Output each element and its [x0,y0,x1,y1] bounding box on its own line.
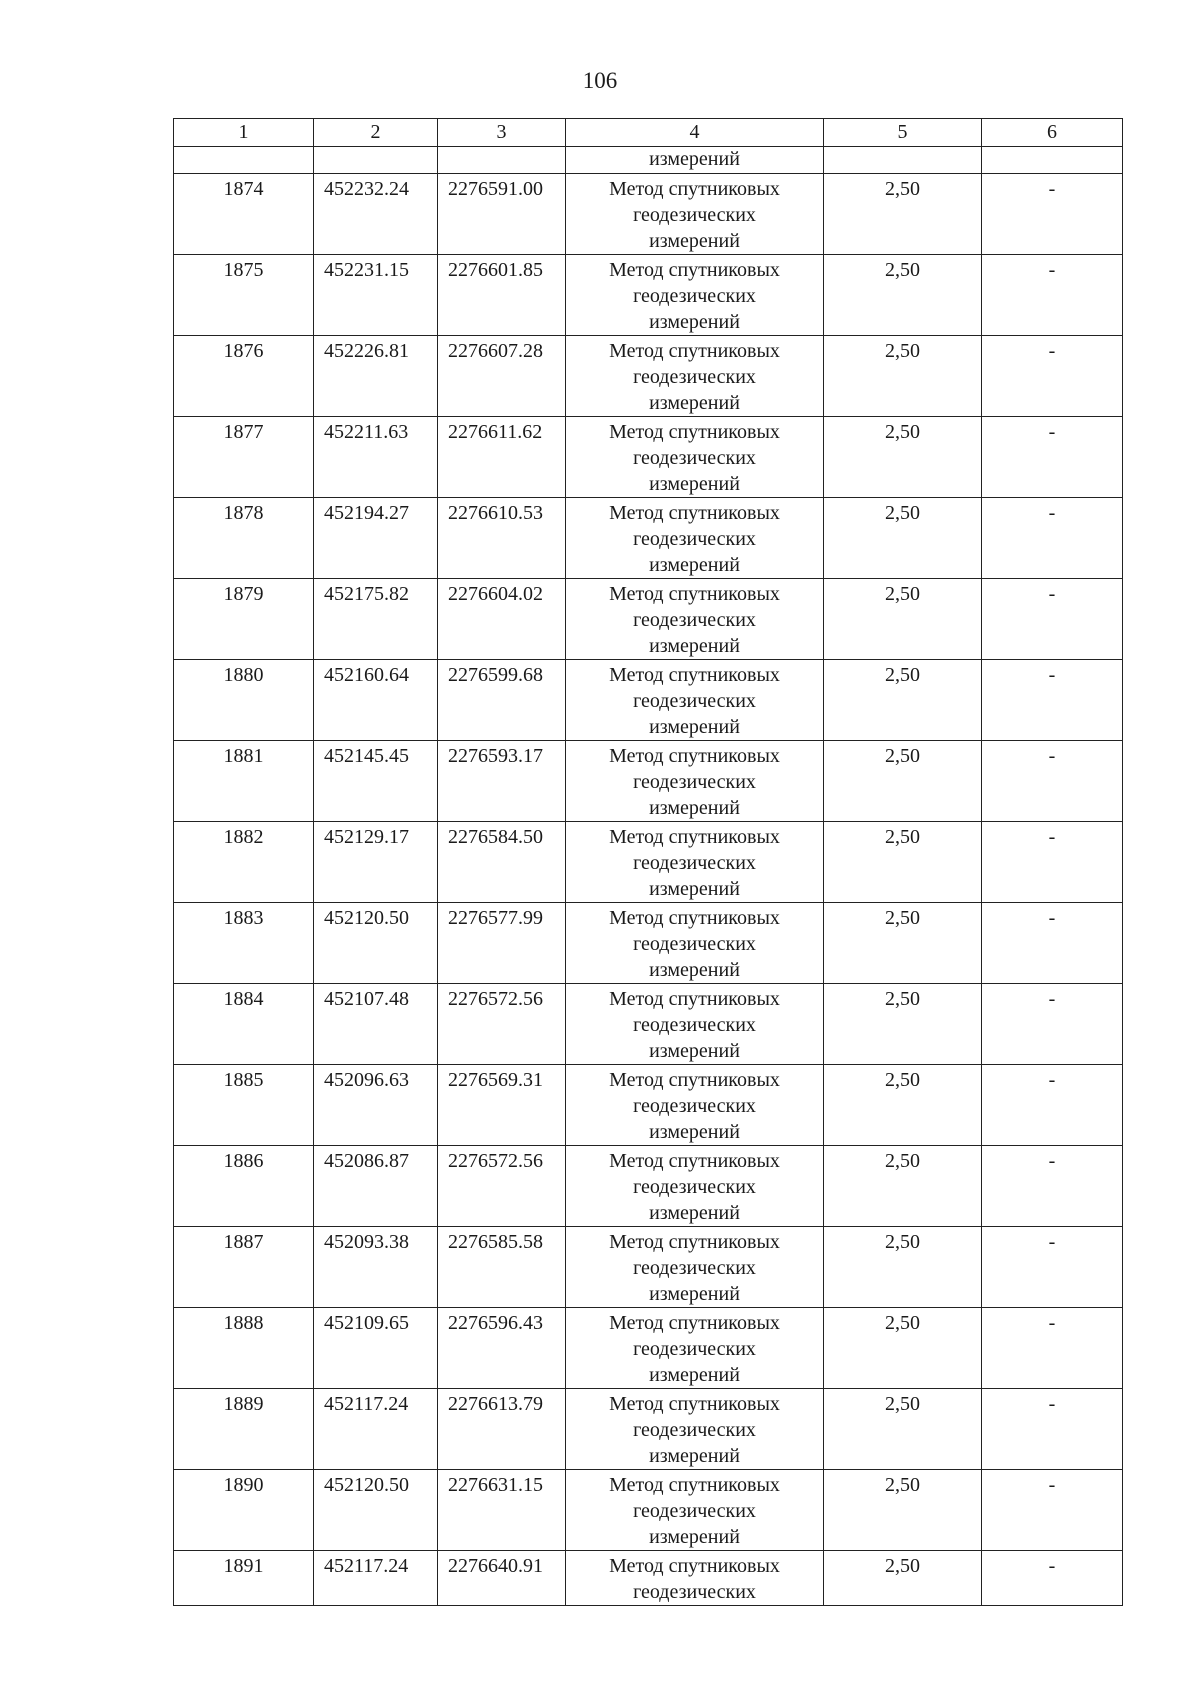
column-header: 5 [824,119,982,147]
method-line: измерений [649,716,740,738]
method-line: Метод спутниковых [609,340,780,362]
cell-empty [174,147,314,174]
method-line: геодезических [633,852,756,874]
point-number-cell: 1882 [174,822,314,903]
note-cell: - [982,336,1123,417]
table-row [174,498,1123,579]
note-cell: - [982,1308,1123,1389]
table-header-row [174,119,1123,147]
note-cell: - [982,1146,1123,1227]
method-cell [566,741,824,822]
table-row [174,1065,1123,1146]
method-line: геодезических [633,1257,756,1279]
x-coordinate-cell: 452109.65 [314,1308,438,1389]
method-cell [566,255,824,336]
table-row [174,1389,1123,1470]
x-coordinate-cell: 452129.17 [314,822,438,903]
cell-empty [314,147,438,174]
column-header: 1 [174,119,314,147]
continuation-row [174,147,1123,174]
method-cell [566,336,824,417]
method-line: измерений [649,878,740,900]
y-coordinate-cell: 2276610.53 [438,498,566,579]
method-line: измерений [649,797,740,819]
method-line: измерений [649,959,740,981]
point-number-cell: 1880 [174,660,314,741]
method-line: Метод спутниковых [609,745,780,767]
accuracy-cell: 2,50 [824,1470,982,1551]
method-line: Метод спутниковых [609,664,780,686]
method-cell [566,417,824,498]
method-line: Метод спутниковых [609,826,780,848]
method-line: геодезических [633,285,756,307]
method-line: Метод спутниковых [609,259,780,281]
x-coordinate-cell: 452232.24 [314,174,438,255]
note-cell: - [982,417,1123,498]
method-line: Метод спутниковых [609,1231,780,1253]
method-line: геодезических [633,204,756,226]
point-number-cell: 1878 [174,498,314,579]
y-coordinate-cell: 2276611.62 [438,417,566,498]
method-line: Метод спутниковых [609,1474,780,1496]
cell-empty [982,147,1123,174]
method-cell [566,1065,824,1146]
accuracy-cell: 2,50 [824,498,982,579]
y-coordinate-cell: 2276613.79 [438,1389,566,1470]
method-line: измерений [649,230,740,252]
method-line: Метод спутниковых [609,502,780,524]
x-coordinate-cell: 452175.82 [314,579,438,660]
accuracy-cell: 2,50 [824,822,982,903]
cell-empty [438,147,566,174]
cell-empty [824,147,982,174]
table-row [174,741,1123,822]
method-cell [566,1470,824,1551]
method-line: Метод спутниковых [609,178,780,200]
y-coordinate-cell: 2276596.43 [438,1308,566,1389]
method-cell [566,498,824,579]
method-line: Метод спутниковых [609,1555,780,1577]
y-coordinate-cell: 2276577.99 [438,903,566,984]
method-cell [566,1227,824,1308]
note-cell: - [982,822,1123,903]
method-line: геодезических [633,366,756,388]
column-header: 6 [982,119,1123,147]
table-row [174,417,1123,498]
method-line: геодезических [633,1095,756,1117]
y-coordinate-cell: 2276585.58 [438,1227,566,1308]
y-coordinate-cell: 2276607.28 [438,336,566,417]
y-coordinate-cell: 2276584.50 [438,822,566,903]
point-number-cell: 1877 [174,417,314,498]
method-line: геодезических [633,447,756,469]
method-cell [566,1146,824,1227]
note-cell: - [982,903,1123,984]
x-coordinate-cell: 452120.50 [314,903,438,984]
method-line: геодезических [633,1014,756,1036]
note-cell: - [982,579,1123,660]
table-row [174,1551,1123,1606]
note-cell: - [982,984,1123,1065]
point-number-cell: 1888 [174,1308,314,1389]
method-line: геодезических [633,933,756,955]
accuracy-cell: 2,50 [824,1308,982,1389]
x-coordinate-cell: 452160.64 [314,660,438,741]
note-cell: - [982,1227,1123,1308]
method-cell [566,579,824,660]
method-line: измерений [649,1526,740,1548]
method-line: измерений [649,1040,740,1062]
x-coordinate-cell: 452211.63 [314,417,438,498]
point-number-cell: 1874 [174,174,314,255]
table-row [174,984,1123,1065]
accuracy-cell: 2,50 [824,174,982,255]
method-line: измерений [649,635,740,657]
table-row [174,1308,1123,1389]
table-row [174,822,1123,903]
note-cell: - [982,1470,1123,1551]
table-row [174,579,1123,660]
accuracy-cell: 2,50 [824,579,982,660]
method-line: геодезических [633,528,756,550]
note-cell: - [982,741,1123,822]
y-coordinate-cell: 2276599.68 [438,660,566,741]
page-number: 106 [582,68,618,93]
point-number-cell: 1876 [174,336,314,417]
method-line: Метод спутниковых [609,1069,780,1091]
method-line: измерений [649,554,740,576]
table-row [174,1227,1123,1308]
y-coordinate-cell: 2276572.56 [438,1146,566,1227]
note-cell: - [982,255,1123,336]
method-cell [566,903,824,984]
method-cell [566,984,824,1065]
accuracy-cell: 2,50 [824,417,982,498]
accuracy-cell: 2,50 [824,903,982,984]
column-header: 2 [314,119,438,147]
method-cell [566,822,824,903]
note-cell: - [982,1065,1123,1146]
x-coordinate-cell: 452194.27 [314,498,438,579]
point-number-cell: 1891 [174,1551,314,1606]
y-coordinate-cell: 2276604.02 [438,579,566,660]
method-line: Метод спутниковых [609,907,780,929]
point-number-cell: 1881 [174,741,314,822]
method-line: геодезических [633,609,756,631]
method-line: Метод спутниковых [609,988,780,1010]
table-row [174,336,1123,417]
accuracy-cell: 2,50 [824,1551,982,1606]
method-line: измерений [649,1364,740,1386]
table-row [174,1146,1123,1227]
method-cell-continuation: измерений [566,147,824,174]
y-coordinate-cell: 2276591.00 [438,174,566,255]
point-number-cell: 1887 [174,1227,314,1308]
y-coordinate-cell: 2276572.56 [438,984,566,1065]
method-line: Метод спутниковых [609,421,780,443]
x-coordinate-cell: 452096.63 [314,1065,438,1146]
method-line: геодезических [633,1176,756,1198]
x-coordinate-cell: 452226.81 [314,336,438,417]
x-coordinate-cell: 452107.48 [314,984,438,1065]
method-line: геодезических [633,1419,756,1441]
y-coordinate-cell: 2276593.17 [438,741,566,822]
x-coordinate-cell: 452231.15 [314,255,438,336]
note-cell: - [982,1389,1123,1470]
method-line: измерений [649,311,740,333]
coordinates-table [173,118,1123,1606]
y-coordinate-cell: 2276640.91 [438,1551,566,1606]
accuracy-cell: 2,50 [824,255,982,336]
accuracy-cell: 2,50 [824,1146,982,1227]
method-cell [566,1551,824,1606]
note-cell: - [982,1551,1123,1606]
note-cell: - [982,174,1123,255]
accuracy-cell: 2,50 [824,741,982,822]
table-row [174,660,1123,741]
method-cell [566,174,824,255]
table-row [174,903,1123,984]
method-line: измерений [649,1121,740,1143]
method-line: Метод спутниковых [609,1393,780,1415]
accuracy-cell: 2,50 [824,984,982,1065]
x-coordinate-cell: 452145.45 [314,741,438,822]
method-line: геодезических [633,1500,756,1522]
x-coordinate-cell: 452117.24 [314,1389,438,1470]
column-header: 3 [438,119,566,147]
method-line: измерений [649,1283,740,1305]
method-line: измерений [649,392,740,414]
accuracy-cell: 2,50 [824,1227,982,1308]
method-line: Метод спутниковых [609,1150,780,1172]
point-number-cell: 1890 [174,1470,314,1551]
method-cell [566,660,824,741]
x-coordinate-cell: 452117.24 [314,1551,438,1606]
y-coordinate-cell: 2276631.15 [438,1470,566,1551]
point-number-cell: 1889 [174,1389,314,1470]
y-coordinate-cell: 2276601.85 [438,255,566,336]
method-line: геодезических [633,771,756,793]
column-header: 4 [566,119,824,147]
point-number-cell: 1875 [174,255,314,336]
method-cell [566,1389,824,1470]
method-line: Метод спутниковых [609,1312,780,1334]
method-line: Метод спутниковых [609,583,780,605]
accuracy-cell: 2,50 [824,336,982,417]
x-coordinate-cell: 452120.50 [314,1470,438,1551]
method-line: измерений [649,1202,740,1224]
method-line: геодезических [633,1581,756,1603]
method-line: геодезических [633,690,756,712]
method-line: измерений [649,473,740,495]
x-coordinate-cell: 452086.87 [314,1146,438,1227]
table-row [174,174,1123,255]
accuracy-cell: 2,50 [824,1065,982,1146]
point-number-cell: 1884 [174,984,314,1065]
point-number-cell: 1883 [174,903,314,984]
method-line: геодезических [633,1338,756,1360]
note-cell: - [982,660,1123,741]
point-number-cell: 1879 [174,579,314,660]
accuracy-cell: 2,50 [824,660,982,741]
method-cell [566,1308,824,1389]
y-coordinate-cell: 2276569.31 [438,1065,566,1146]
accuracy-cell: 2,50 [824,1389,982,1470]
point-number-cell: 1885 [174,1065,314,1146]
x-coordinate-cell: 452093.38 [314,1227,438,1308]
method-line: измерений [649,1445,740,1467]
table-row [174,1470,1123,1551]
table-row [174,255,1123,336]
note-cell: - [982,498,1123,579]
point-number-cell: 1886 [174,1146,314,1227]
